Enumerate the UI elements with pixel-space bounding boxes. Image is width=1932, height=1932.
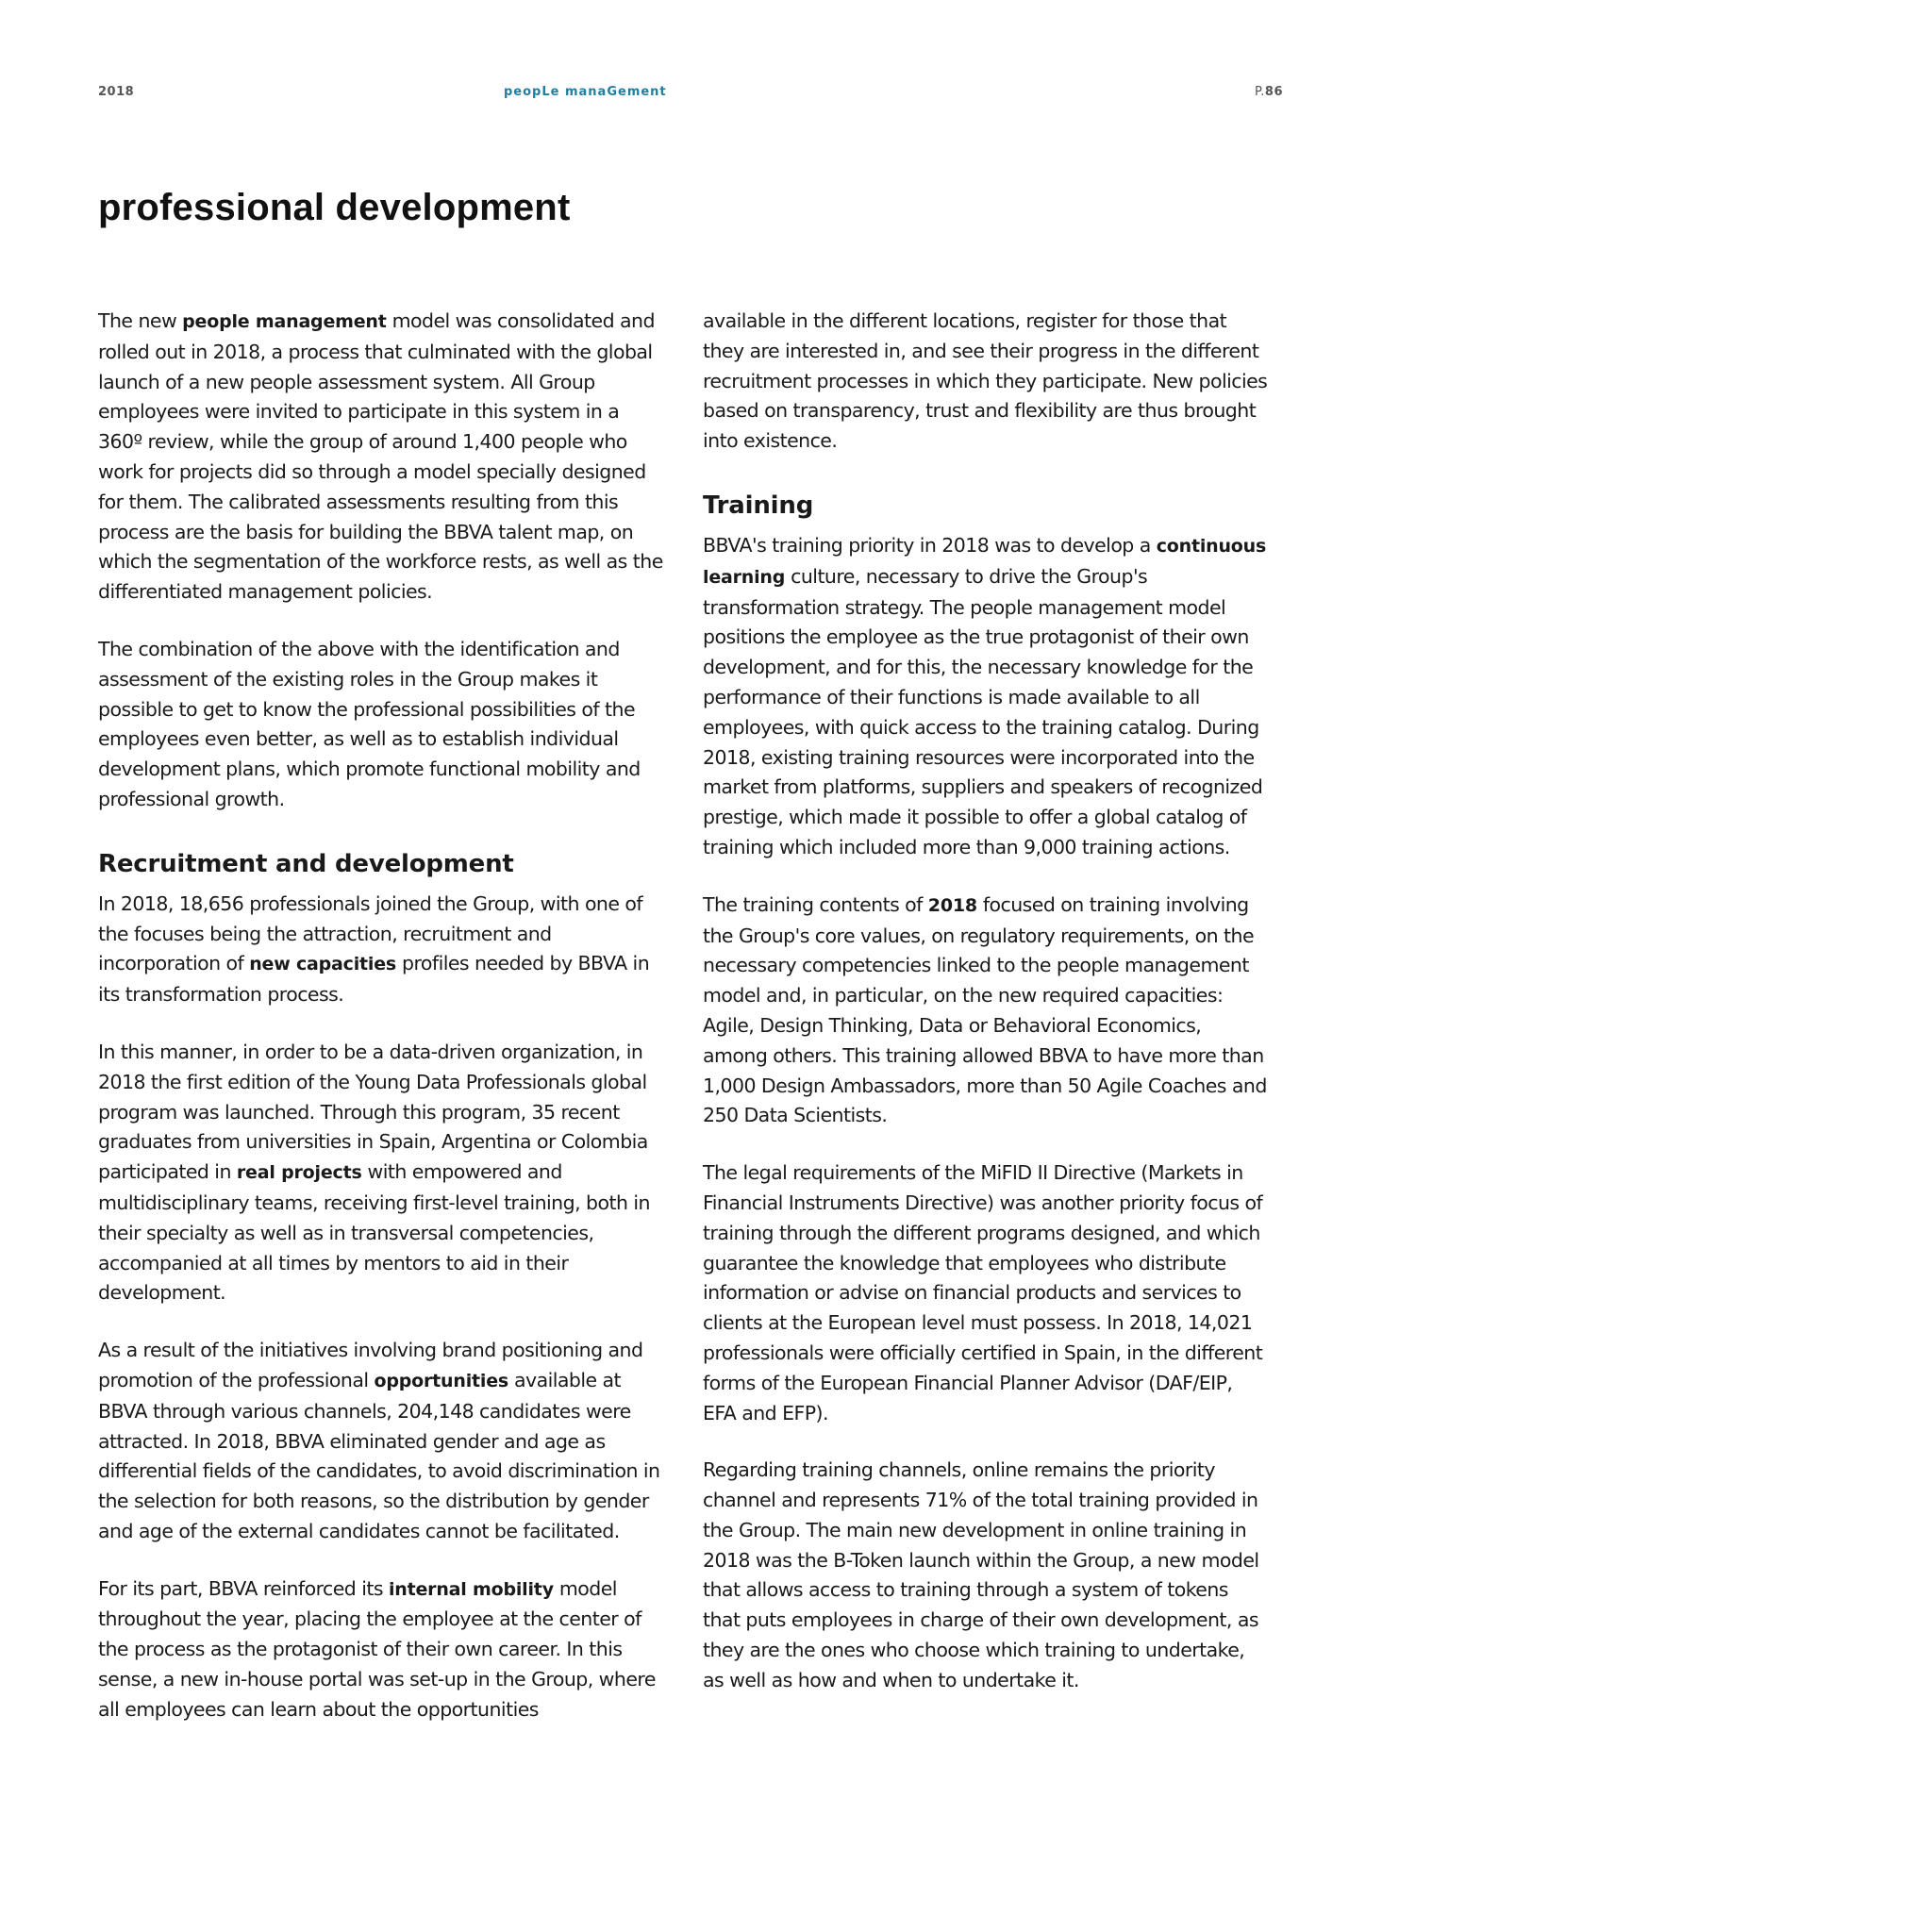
heading-training: Training — [703, 491, 814, 520]
paragraph-training-contents — [703, 891, 1269, 1131]
text-run: For its part, BBVA reinforced its — [98, 1576, 389, 1600]
text-run: with empowered and multidisciplinary teams, receiving first-level training, both in their specialty as well as in transversal competencies, accompanied at all times by mentors to aid in their development. — [98, 1160, 650, 1305]
paragraph-people-management — [98, 307, 664, 608]
text-run: In 2018, 18,656 professionals joined the Group, with one of the focuses being the attraction, recruitment and incorporation of — [98, 891, 643, 975]
page-number: 86 — [1264, 85, 1283, 99]
heading-recruitment: Recruitment and development — [98, 849, 514, 878]
text-run: profiles needed by BBVA in its transformation process. — [98, 952, 650, 1007]
text-run: model was consolidated and rolled out in 2018, a process that culminated with the global launch of a new people assessment system. All Group employees were invited to participate in this system in a 360º review, while the group of around 1,400 people who work for projects did so through a model specially designed for them. The calibrated assessments resulting from this process are the basis for building the BBVA talent map, on which the segmentation of the workforce rests, as well as the differentiated management policies. — [98, 309, 663, 604]
bold-term: internal mobility — [388, 1578, 554, 1600]
text-run: As a result of the initiatives involving brand positioning and promotion of the professional — [98, 1339, 643, 1391]
header-year: 2018 — [98, 85, 135, 99]
paragraph-roles-assessment: The combination of the above with the identification and assessment of the existing roles in the Group makes it possible to get to know the professional possibilities of the employees even better, as well as to establish individual development plans, which promote functional mobility and professional growth. — [98, 637, 641, 810]
bold-term: opportunities — [374, 1370, 509, 1391]
paragraph-internal-mobility — [98, 1574, 664, 1725]
header-section-title: peopLe manaGement — [504, 85, 667, 99]
text-run: The new — [98, 309, 183, 332]
paragraph-portal-continued: available in the different locations, register for those that they are interested in, and see their progress in the different recruitment processes in which they participate. New policies based on transparency, trust and flexibility are thus brought into existence. — [703, 309, 1268, 453]
bold-term: people management — [182, 311, 387, 332]
bold-term: real projects — [236, 1162, 362, 1184]
page-header — [98, 85, 1283, 104]
bold-term: continuous learning — [703, 535, 1267, 588]
text-run: culture, necessary to drive the Group's transformation strategy. The people management model positions the employee as the true protagonist of their own development, and for this, the necessary knowledge for the performance of their functions is made available to all employees, with quick access to the training catalog. During 2018, existing training resources were incorporated into the market from platforms, suppliers and speakers of recognized prestige, which made it possible to offer a global catalog of training which included more than 9,000 training actions. — [703, 564, 1263, 858]
paragraph-mifid: The legal requirements of the MiFID II Directive (Markets in Financial Instruments Directive) was another priority focus of training through the different programs designed, and which guarantee the knowledge that employees who distribute information or advise on financial products and services to clients at the European level must possess. In 2018, 14,021 professionals were officially certified in Spain, in the different forms of the European Financial Planner Advisor (DAF/EIP, EFA and EFP). — [703, 1161, 1263, 1424]
page-prefix: P. — [1254, 85, 1265, 99]
paragraph-training-channels: Regarding training channels, online remains the priority channel and represents 71% of the total training provided in the Group. The main new development in online training in 2018 was the B-Token launch within the Group, a new model that allows access to training through a system of tokens that puts employees in charge of their own development, as they are the ones who choose which training to undertake, as well as how and when to undertake it. — [703, 1458, 1259, 1691]
text-run: BBVA's training priority in 2018 was to develop a — [703, 533, 1157, 557]
paragraph-recruitment — [98, 890, 664, 1010]
text-run: The training contents of — [703, 892, 928, 916]
paragraph-brand-positioning — [98, 1336, 664, 1547]
text-run: model throughout the year, placing the employee at the center of the process as the protagonist of their own career. In this sense, a new in-house portal was set-up in the Group, where all employees can learn about the opportunities — [98, 1576, 656, 1721]
bold-term: 2018 — [927, 894, 977, 916]
page-title: professional development — [98, 187, 571, 228]
right-column — [703, 307, 1269, 1724]
left-column — [98, 307, 664, 1753]
bold-term: new capacities — [249, 954, 397, 975]
header-page-number — [1255, 85, 1283, 99]
text-run: In this manner, in order to be a data-driven organization, in 2018 the first edition of the Young Data Professionals global program was launched. Through this program, 35 recent graduates from universities in Spain, Argentina or Colombia participated in — [98, 1040, 648, 1184]
paragraph-training-priority — [703, 531, 1269, 863]
text-run: focused on training involving the Group's core values, on regulatory requirements, on the necessary competencies linked to the people management model and, in particular, on the new required capacities: Agile, Design Thinking, Data or Behavioral Economics, among others. This training allowed BBVA to have more than 1,000 Design Ambassadors, more than 50 Agile Coaches and 250 Data Scientists. — [703, 892, 1267, 1127]
text-run: available at BBVA through various channels, 204,148 candidates were attracted. In 2018, BBVA eliminated gender and age as differential fields of the candidates, to avoid discrimination in the selection for both reasons, so the distribution by gender and age of the external candidates cannot be facilitated. — [98, 1368, 660, 1542]
paragraph-young-data-professionals — [98, 1038, 664, 1308]
